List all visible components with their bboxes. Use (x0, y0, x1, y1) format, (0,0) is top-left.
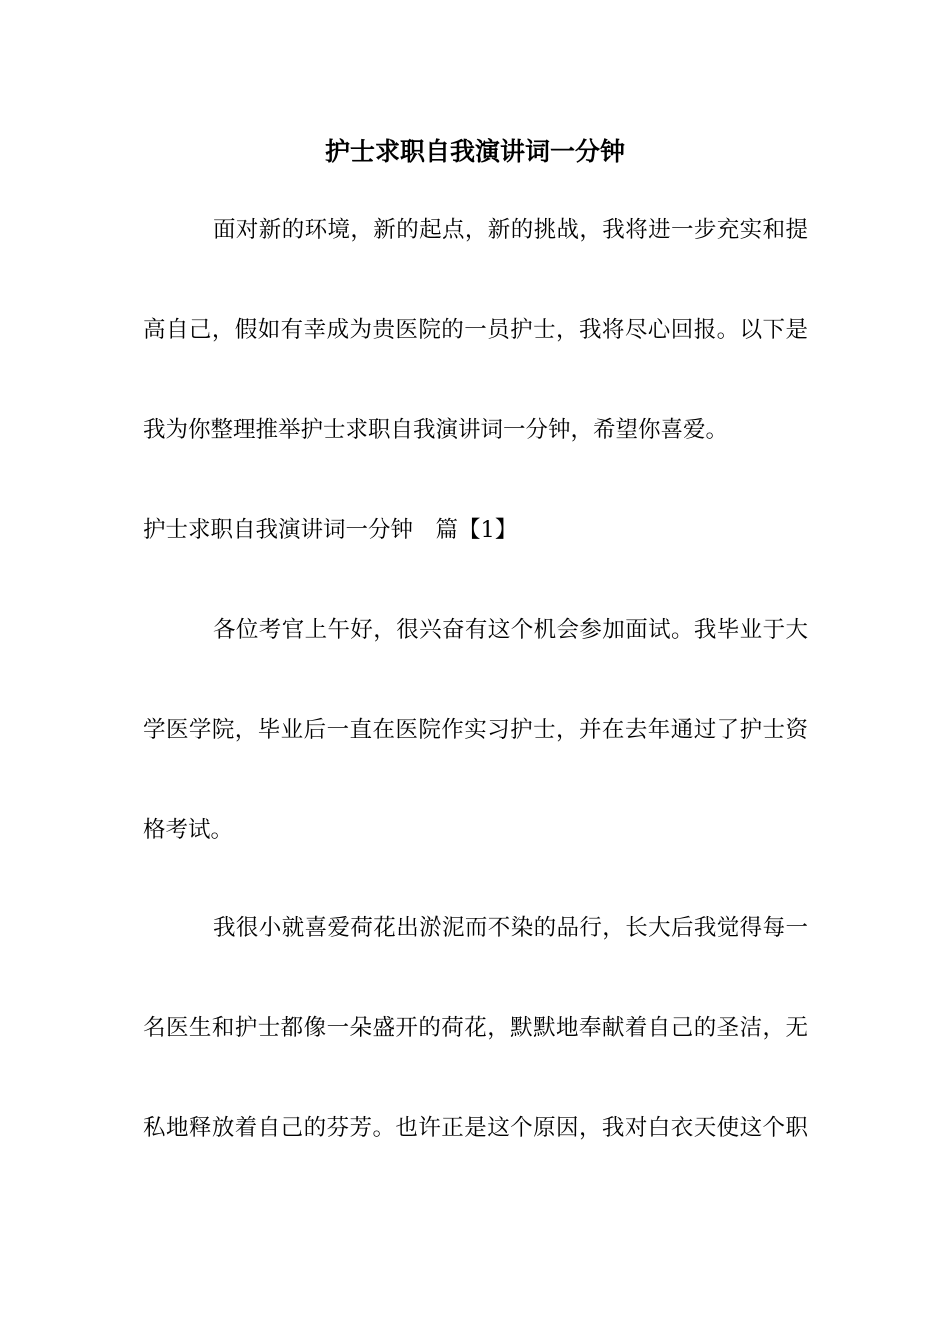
document-title: 护士求职自我演讲词一分钟 (324, 137, 625, 166)
paragraph-line: 各位考官上午好，很兴奋有这个机会参加面试。我毕业于大 (213, 617, 808, 643)
paragraph-line: 格考试。 (143, 817, 234, 843)
paragraph-line: 私地释放着自己的芬芳。也许正是这个原因，我对白衣天使这个职 (143, 1115, 808, 1141)
paragraph-line: 我为你整理推举护士求职自我演讲词一分钟，希望你喜爱。 (143, 417, 729, 443)
paragraph-line: 面对新的环境，新的起点，新的挑战，我将进一步充实和提 (213, 217, 808, 243)
section-heading: 护士求职自我演讲词一分钟 篇【1】 (143, 517, 518, 543)
paragraph-line: 我很小就喜爱荷花出淤泥而不染的品行，长大后我觉得每一 (213, 915, 808, 941)
paragraph-line: 名医生和护士都像一朵盛开的荷花，默默地奉献着自己的圣洁，无 (143, 1015, 808, 1041)
paragraph-line: 高自己，假如有幸成为贵医院的一员护士，我将尽心回报。以下是 (143, 317, 808, 343)
paragraph-line: 学医学院，毕业后一直在医院作实习护士，并在去年通过了护士资 (143, 717, 808, 743)
